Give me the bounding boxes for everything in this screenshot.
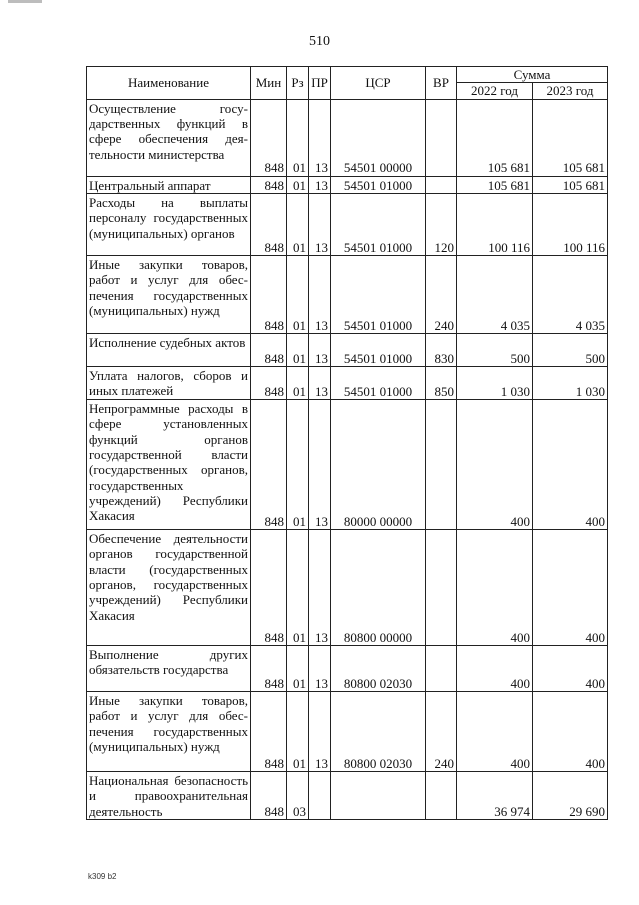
header-pr: ПР bbox=[309, 67, 331, 100]
cell-csr: 80800 02030 bbox=[331, 645, 426, 691]
cell-min: 848 bbox=[251, 399, 287, 529]
cell-vr bbox=[426, 529, 457, 645]
cell-y2022: 105 681 bbox=[457, 176, 533, 193]
cell-y2022: 100 116 bbox=[457, 193, 533, 255]
cell-min: 848 bbox=[251, 333, 287, 366]
cell-pr: 13 bbox=[309, 399, 331, 529]
cell-min: 848 bbox=[251, 176, 287, 193]
cell-y2022: 1 030 bbox=[457, 366, 533, 399]
cell-pr: 13 bbox=[309, 691, 331, 771]
cell-y2022: 4 035 bbox=[457, 255, 533, 333]
cell-y2023: 100 116 bbox=[533, 193, 608, 255]
cell-vr: 830 bbox=[426, 333, 457, 366]
cell-y2022: 400 bbox=[457, 645, 533, 691]
cell-rz: 01 bbox=[287, 645, 309, 691]
table-row bbox=[87, 771, 608, 819]
cell-csr: 80800 00000 bbox=[331, 529, 426, 645]
cell-vr: 240 bbox=[426, 691, 457, 771]
cell-y2023: 105 681 bbox=[533, 176, 608, 193]
header-vr: ВР bbox=[426, 67, 457, 100]
table-body bbox=[87, 99, 608, 819]
cell-rz: 01 bbox=[287, 176, 309, 193]
cell-csr: 54501 01000 bbox=[331, 366, 426, 399]
table-row bbox=[87, 99, 608, 176]
table-row bbox=[87, 366, 608, 399]
header-year-2023: 2023 год bbox=[533, 83, 608, 99]
header-csr: ЦСР bbox=[331, 67, 426, 100]
cell-csr bbox=[331, 771, 426, 819]
cell-name: Уплата налогов, сборов и иных платежей bbox=[87, 366, 251, 399]
table-row bbox=[87, 691, 608, 771]
cell-y2022: 105 681 bbox=[457, 99, 533, 176]
cell-name: Непрограммные расходы в сфере установленных функций органов государственной власти (государственных органов, государственных учреждений) Республики Хакасия bbox=[87, 399, 251, 529]
cell-y2022: 500 bbox=[457, 333, 533, 366]
cell-rz: 01 bbox=[287, 691, 309, 771]
cell-pr: 13 bbox=[309, 333, 331, 366]
cell-name: Иные закупки товаров, работ и услуг для обеспечения государственных (муниципальных) нужд bbox=[87, 255, 251, 333]
cell-name: Осуществление государственных функций в сфере обеспечения деятельности министерства bbox=[87, 99, 251, 176]
table-row bbox=[87, 255, 608, 333]
cell-name: Национальная безопасность и правоохранительная деятельность bbox=[87, 771, 251, 819]
header-rz: Рз bbox=[287, 67, 309, 100]
cell-csr: 54501 01000 bbox=[331, 333, 426, 366]
cell-vr bbox=[426, 771, 457, 819]
cell-csr: 80000 00000 bbox=[331, 399, 426, 529]
cell-rz: 03 bbox=[287, 771, 309, 819]
cell-name: Центральный аппарат bbox=[87, 176, 251, 193]
cell-pr: 13 bbox=[309, 193, 331, 255]
cell-y2022: 400 bbox=[457, 529, 533, 645]
cell-pr: 13 bbox=[309, 255, 331, 333]
cell-y2022: 400 bbox=[457, 399, 533, 529]
cell-vr bbox=[426, 399, 457, 529]
cell-pr: 13 bbox=[309, 176, 331, 193]
table-row bbox=[87, 645, 608, 691]
table-row bbox=[87, 399, 608, 529]
cell-pr bbox=[309, 771, 331, 819]
cell-y2023: 500 bbox=[533, 333, 608, 366]
cell-vr: 240 bbox=[426, 255, 457, 333]
cell-vr bbox=[426, 176, 457, 193]
header-name: Наименование bbox=[87, 67, 251, 100]
scan-corner-mark bbox=[8, 0, 42, 3]
cell-vr: 850 bbox=[426, 366, 457, 399]
cell-min: 848 bbox=[251, 645, 287, 691]
header-sum: Сумма bbox=[457, 67, 608, 83]
cell-min: 848 bbox=[251, 529, 287, 645]
cell-rz: 01 bbox=[287, 193, 309, 255]
cell-pr: 13 bbox=[309, 529, 331, 645]
cell-y2023: 400 bbox=[533, 399, 608, 529]
cell-y2023: 400 bbox=[533, 645, 608, 691]
cell-y2023: 400 bbox=[533, 529, 608, 645]
cell-pr: 13 bbox=[309, 99, 331, 176]
cell-pr: 13 bbox=[309, 366, 331, 399]
cell-csr: 54501 01000 bbox=[331, 255, 426, 333]
cell-name: Расходы на выплаты персоналу государственных (муниципальных) органов bbox=[87, 193, 251, 255]
cell-y2023: 400 bbox=[533, 691, 608, 771]
cell-min: 848 bbox=[251, 366, 287, 399]
cell-y2022: 36 974 bbox=[457, 771, 533, 819]
cell-csr: 54501 01000 bbox=[331, 176, 426, 193]
cell-rz: 01 bbox=[287, 529, 309, 645]
cell-y2023: 1 030 bbox=[533, 366, 608, 399]
cell-rz: 01 bbox=[287, 255, 309, 333]
cell-name: Обеспечение деятельности органов государственной власти (государственных органов, государственных учреждений) Республики Хакасия bbox=[87, 529, 251, 645]
header-min: Мин bbox=[251, 67, 287, 100]
table-row bbox=[87, 193, 608, 255]
footer-code: k309 b2 bbox=[88, 872, 117, 881]
cell-name: Иные закупки товаров, работ и услуг для обеспечения государственных (муниципальных) нужд bbox=[87, 691, 251, 771]
cell-y2023: 105 681 bbox=[533, 99, 608, 176]
table-row bbox=[87, 333, 608, 366]
cell-name: Исполнение судебных актов bbox=[87, 333, 251, 366]
cell-min: 848 bbox=[251, 771, 287, 819]
cell-y2023: 4 035 bbox=[533, 255, 608, 333]
cell-csr: 80800 02030 bbox=[331, 691, 426, 771]
cell-min: 848 bbox=[251, 193, 287, 255]
table-row bbox=[87, 176, 608, 193]
cell-vr: 120 bbox=[426, 193, 457, 255]
cell-min: 848 bbox=[251, 691, 287, 771]
cell-vr bbox=[426, 645, 457, 691]
cell-vr bbox=[426, 99, 457, 176]
cell-min: 848 bbox=[251, 255, 287, 333]
cell-y2023: 29 690 bbox=[533, 771, 608, 819]
cell-csr: 54501 01000 bbox=[331, 193, 426, 255]
page-number: 510 bbox=[309, 34, 330, 49]
table-header bbox=[87, 67, 608, 100]
table-row bbox=[87, 529, 608, 645]
cell-rz: 01 bbox=[287, 399, 309, 529]
cell-name: Выполнение других обязательств государства bbox=[87, 645, 251, 691]
cell-pr: 13 bbox=[309, 645, 331, 691]
cell-rz: 01 bbox=[287, 366, 309, 399]
header-year-2022: 2022 год bbox=[457, 83, 533, 99]
cell-rz: 01 bbox=[287, 333, 309, 366]
cell-csr: 54501 00000 bbox=[331, 99, 426, 176]
cell-y2022: 400 bbox=[457, 691, 533, 771]
cell-min: 848 bbox=[251, 99, 287, 176]
budget-table bbox=[86, 66, 608, 820]
cell-rz: 01 bbox=[287, 99, 309, 176]
